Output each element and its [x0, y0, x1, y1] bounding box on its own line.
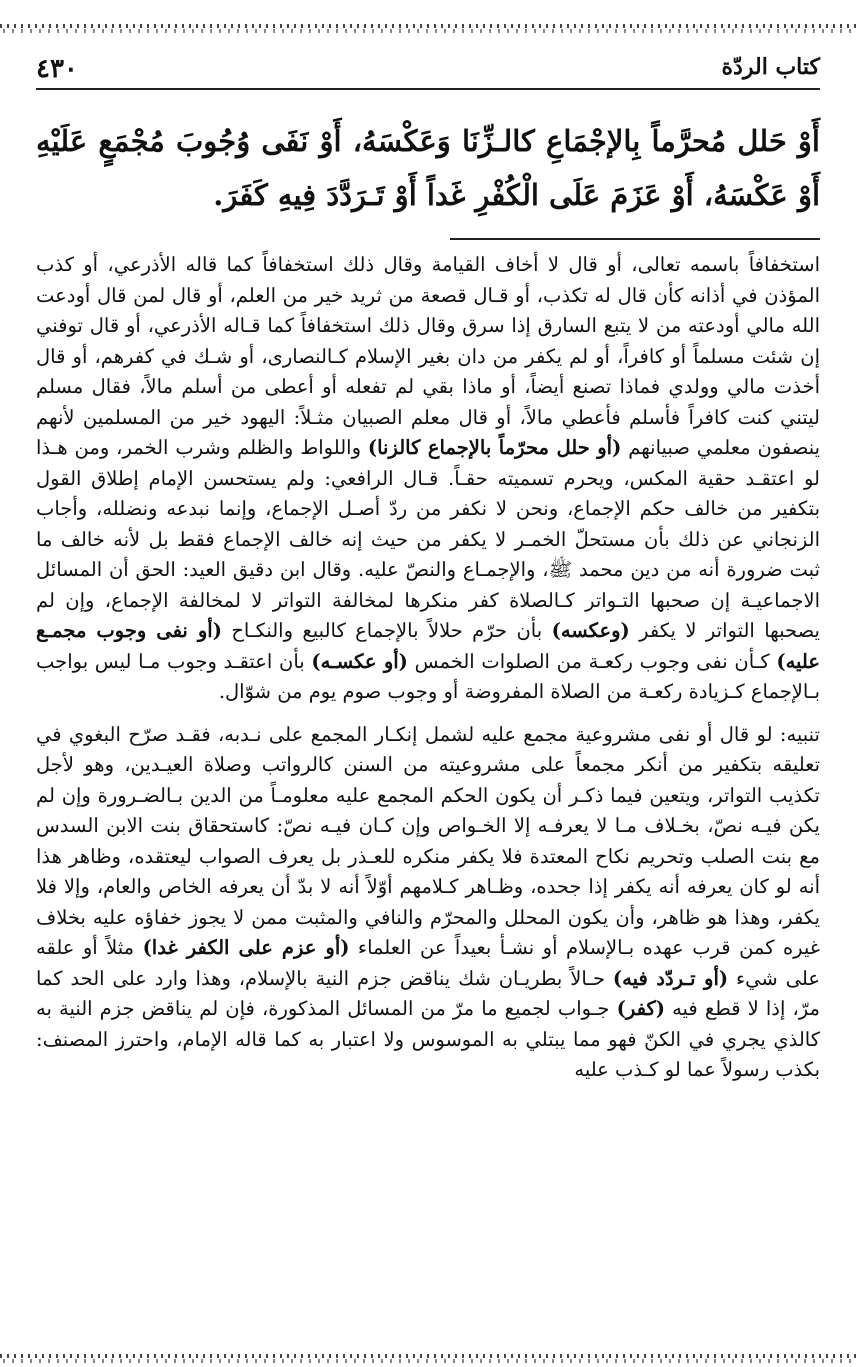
bold-quote: (أو عزم على الكفر غدا)	[142, 936, 350, 959]
bold-quote: (كفر)	[616, 997, 665, 1020]
text-run: جـواب لجميع ما مرّ من المسائل المذكورة، فإن لم يناقض جزم النية به كالذي يجري في الكنّ فهو مما يبتلي به الموسوس ولا اعتبار به كما قاله الإمام، واحترز المصنف: بكذب رسولاً عما لو كـذب عليه	[36, 997, 820, 1081]
page-header	[36, 48, 820, 90]
book-title: كتاب الردّة	[721, 54, 820, 80]
matn-text: أَوْ حَلل مُحرَّماً بِالإجْمَاعِ كالـزِّنَا وَعَكْسَهُ، أَوْ نَفَى وُجُوبَ مُجْمَعٍ عَلَيْهِ أَوْ عَكْسَهُ، أَوْ عَزَمَ عَلَى الْكُفْرِ غَداً أَوْ تَـرَدَّدَ فِيهِ كَفَرَ.	[36, 124, 820, 212]
bold-quote: (وعكسه)	[551, 619, 630, 642]
text-run: بأن حرّم حلالاً بالإجماع كالبيع والنكـاح	[221, 619, 552, 642]
sharh-paragraph-2	[36, 720, 820, 1086]
bold-quote: (أو تـردّد فيه)	[612, 966, 729, 990]
text-run: حـالاً بطريـان شك يناقض جزم النية بالإسلام، وهذا وارد على الحد كما مرّ، إذا لا قطع فيه	[36, 966, 820, 1020]
bottom-ornamental-border	[0, 1352, 856, 1364]
text-run: تنبيه: لو قال أو نفى مشروعية مجمع عليه لشمل إنكـار المجمع على نـدبه، فقـد صرّح البغوي في تعليقه بتكفير من أنكر مجمعاً على مشروعيته من السنن كالرواتب وصلاة العيـدين، وهو لأجل تكذيب التواتر، ويتعين فيما ذكـر أن يكون الحكم المجمع عليه معلومـاً من الدين بـالضـرورة وإن لم يكن فيـه نصّ، بخـلاف مـا لا يعرفـه إلا الخـواص وإن كـان فيـه نصّ: كاستحقاق بنت الابن السدس مع بنت الصلب وتحريم نكاح المعتدة فلا يكفر منكره للعـذر بل يعرف الصواب ليعتقده، وظاهر هذا أنه لو كان يعرفه أنه يكفر إذا جحده، وظـاهر كـلامهم أوّلاً أنه لا بدّ أن يعرفه الخاص والعام، وإلا فلا يكفر، وهذا هو ظاهر، وأن يكون المحلل والمحرّم والنافي والمثبت ممن لا يجوز خفاؤه عليه بخلاف غيره كمن قرب عهده بـالإسلام أو نشـأ بعيداً عن العلماء	[36, 722, 821, 959]
matn-sharh-divider	[450, 238, 820, 240]
bold-quote: (أو حلل محرّماً بالإجماع كالزنا)	[367, 436, 622, 459]
sharh-commentary	[36, 250, 820, 1086]
page-number: ٤٣٠	[36, 54, 78, 84]
top-ornamental-border	[0, 22, 856, 34]
sharh-paragraph-1	[36, 250, 820, 708]
text-run: مثلاً أو علقه على شيء	[36, 936, 820, 990]
matn-text-block	[36, 114, 820, 222]
bold-quote: (أو نفى وجوب مجمـع عليه)	[36, 619, 820, 673]
text-run: بأن اعتقـد وجوب مـا ليس بواجب بـالإجماع كـزيادة ركعـة من الصلاة المفروضة أو وجوب صوم يوم من شوّال.	[36, 649, 820, 703]
text-run: كـأن نفى وجوب ركعـة من الصلوات الخمس	[407, 649, 777, 673]
text-run: واللواط والظلم وشرب الخمر، ومن هـذا لو اعتقـد حقية المكس، ويحرم تسميته حقـاً. قـال الرافعي: ولم يستحسن الإمام إطلاق القول بتكفير من خالف حكم الإجماع، ونحن لا نكفر من ردّ أصـل الإجماع، وإنما نبدعه ونضلله، وأجاب الزنجاني عن ذلك بأن مستحلّ الخمـر لا يكفر من حيث إنه خالف الإجماع فقط بل لأنه خالف ما ثبت ضرورة أنه من دين محمد ﷺ، والإجمـاع والنصّ عليه. وقال ابن دقيق العيد: الحق أن المسائل الاجماعيـة إن صحبها التـواتر كـالصلاة كفر منكرها لمخالفة التواتر لا لمخالفة الإجماع، وإن لم يصحبها التواتر لا يكفر	[36, 436, 820, 642]
bold-quote: (أو عكسـه)	[311, 649, 408, 673]
text-run: استخفافاً باسمه تعالى، أو قال لا أخاف القيامة وقال ذلك استخفافاً كما قاله الأذرعي، أو كذب المؤذن في أذانه كأن قال له تكذب، أو قـال قصعة من ثريد خير من العلم، أو قال لمن قال أودعت الله مالي أودعته من لا يتبع السارق إذا سرق وقال ذلك استخفافاً كما قـاله الأذرعي، أو قال توفني إن شئت مسلماً أو كافراً، أو لم يكفر من دان بغير الإسلام كـالنصارى، أو شـك في كفرهم، أو قال أخذت مالي وولدي فماذا تصنع أيضاً، أو ماذا بقي لم تفعله أو أعطى من أسلم مالاً، فقال مسلم ليتني كنت كافراً فأسلم فأعطي مالاً، أو قال معلم الصبيان مثـلاً: اليهود خير من المسلمين لأنهم ينصفون معلمي صبيانهم	[36, 253, 821, 459]
